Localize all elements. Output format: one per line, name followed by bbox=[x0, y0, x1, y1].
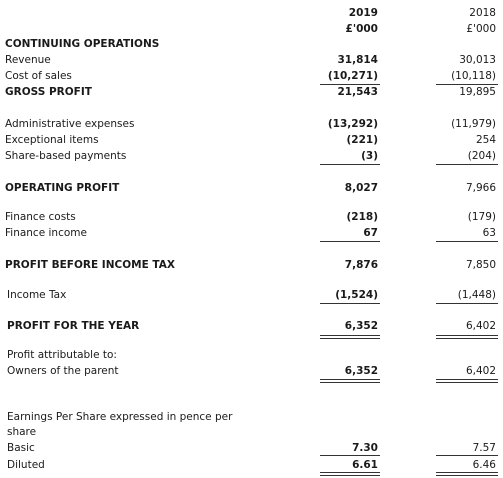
double-rule-top-2018 bbox=[436, 335, 498, 336]
subtotal-rule-2019 bbox=[320, 84, 380, 85]
row-label-continuing-operations: CONTINUING OPERATIONS bbox=[5, 38, 160, 50]
double-rule-bottom-2018 bbox=[436, 382, 498, 383]
subtotal-rule-2018 bbox=[436, 303, 498, 304]
row-value-share-based-payments-2019: (3) bbox=[361, 150, 378, 162]
double-rule-bottom-2019 bbox=[320, 382, 380, 383]
row-value-operating-profit-2018: 7,966 bbox=[465, 182, 496, 194]
header-current-unit: £'000 bbox=[345, 23, 378, 35]
row-value-owners-of-the-parent-2018: 6,402 bbox=[465, 365, 496, 377]
row-label-cost-of-sales: Cost of sales bbox=[5, 70, 72, 82]
row-label-exceptional-items: Exceptional items bbox=[5, 134, 99, 146]
row-value-cost-of-sales-2019: (10,271) bbox=[327, 70, 378, 82]
row-value-exceptional-items-2018: 254 bbox=[475, 134, 496, 146]
header-prior-year: 2018 bbox=[469, 7, 496, 19]
double-rule-bottom-2018 bbox=[436, 475, 498, 476]
subtotal-rule-2018 bbox=[436, 84, 498, 85]
row-value-owners-of-the-parent-2019: 6,352 bbox=[344, 365, 378, 377]
row-value-diluted-2019: 6.61 bbox=[352, 459, 378, 471]
row-value-gross-profit-2019: 21,543 bbox=[337, 86, 378, 98]
row-label-diluted: Diluted bbox=[7, 459, 45, 471]
row-label-finance-costs: Finance costs bbox=[5, 211, 76, 223]
double-rule-bottom-2019 bbox=[320, 475, 380, 476]
subtotal-rule-2019 bbox=[320, 164, 380, 165]
header-prior-unit: £'000 bbox=[466, 23, 496, 35]
header-current-year: 2019 bbox=[348, 7, 378, 19]
row-value-profit-for-the-year-2019: 6,352 bbox=[344, 320, 378, 332]
row-value-revenue-2019: 31,814 bbox=[337, 54, 378, 66]
row-value-administrative-expenses-2019: (13,292) bbox=[327, 118, 378, 130]
subtotal-rule-2018 bbox=[436, 164, 498, 165]
row-label-profit-attributable: Profit attributable to: bbox=[7, 349, 117, 361]
row-label-gross-profit: GROSS PROFIT bbox=[5, 86, 92, 98]
row-value-income-tax-2019: (1,524) bbox=[335, 289, 378, 301]
row-value-income-tax-2018: (1,448) bbox=[457, 289, 496, 301]
row-value-finance-income-2019: 67 bbox=[363, 227, 378, 239]
row-value-basic-2018: 7.57 bbox=[472, 442, 496, 454]
subtotal-rule-2019 bbox=[320, 455, 380, 456]
row-value-finance-costs-2019: (218) bbox=[346, 211, 378, 223]
row-value-profit-before-income-tax-2019: 7,876 bbox=[344, 259, 378, 271]
row-value-finance-income-2018: 63 bbox=[482, 227, 496, 239]
row-label-eps-heading: Earnings Per Share expressed in pence per bbox=[7, 411, 233, 423]
double-rule-top-2018 bbox=[436, 472, 498, 473]
subtotal-rule-2018 bbox=[436, 455, 498, 456]
double-rule-top-2018 bbox=[436, 379, 498, 380]
row-value-exceptional-items-2019: (221) bbox=[346, 134, 378, 146]
row-value-profit-for-the-year-2018: 6,402 bbox=[465, 320, 496, 332]
row-label-owners-of-the-parent: Owners of the parent bbox=[7, 365, 119, 377]
row-value-operating-profit-2019: 8,027 bbox=[344, 182, 378, 194]
row-value-basic-2019: 7.30 bbox=[352, 442, 378, 454]
row-value-gross-profit-2018: 19,895 bbox=[459, 86, 496, 98]
row-value-share-based-payments-2018: (204) bbox=[467, 150, 496, 162]
row-value-profit-before-income-tax-2018: 7,850 bbox=[465, 259, 496, 271]
row-label-profit-before-income-tax: PROFIT BEFORE INCOME TAX bbox=[5, 259, 175, 271]
row-label-profit-for-the-year: PROFIT FOR THE YEAR bbox=[7, 320, 140, 332]
double-rule-top-2019 bbox=[320, 379, 380, 380]
double-rule-top-2019 bbox=[320, 335, 380, 336]
row-value-finance-costs-2018: (179) bbox=[467, 211, 496, 223]
double-rule-bottom-2018 bbox=[436, 338, 498, 339]
double-rule-bottom-2019 bbox=[320, 338, 380, 339]
subtotal-rule-2018 bbox=[436, 241, 498, 242]
row-label-basic: Basic bbox=[7, 442, 35, 454]
row-value-revenue-2018: 30,013 bbox=[459, 54, 496, 66]
row-label-eps-heading-cont: share bbox=[7, 426, 37, 438]
row-value-cost-of-sales-2018: (10,118) bbox=[451, 70, 496, 82]
row-value-administrative-expenses-2018: (11,979) bbox=[451, 118, 496, 130]
subtotal-rule-2019 bbox=[320, 303, 380, 304]
double-rule-top-2019 bbox=[320, 472, 380, 473]
row-label-operating-profit: OPERATING PROFIT bbox=[5, 182, 120, 194]
row-value-diluted-2018: 6.46 bbox=[472, 459, 496, 471]
row-label-income-tax: Income Tax bbox=[7, 289, 67, 301]
subtotal-rule-2019 bbox=[320, 241, 380, 242]
row-label-finance-income: Finance income bbox=[5, 227, 87, 239]
row-label-share-based-payments: Share-based payments bbox=[5, 150, 127, 162]
row-label-administrative-expenses: Administrative expenses bbox=[5, 118, 135, 130]
row-label-revenue: Revenue bbox=[5, 54, 51, 66]
